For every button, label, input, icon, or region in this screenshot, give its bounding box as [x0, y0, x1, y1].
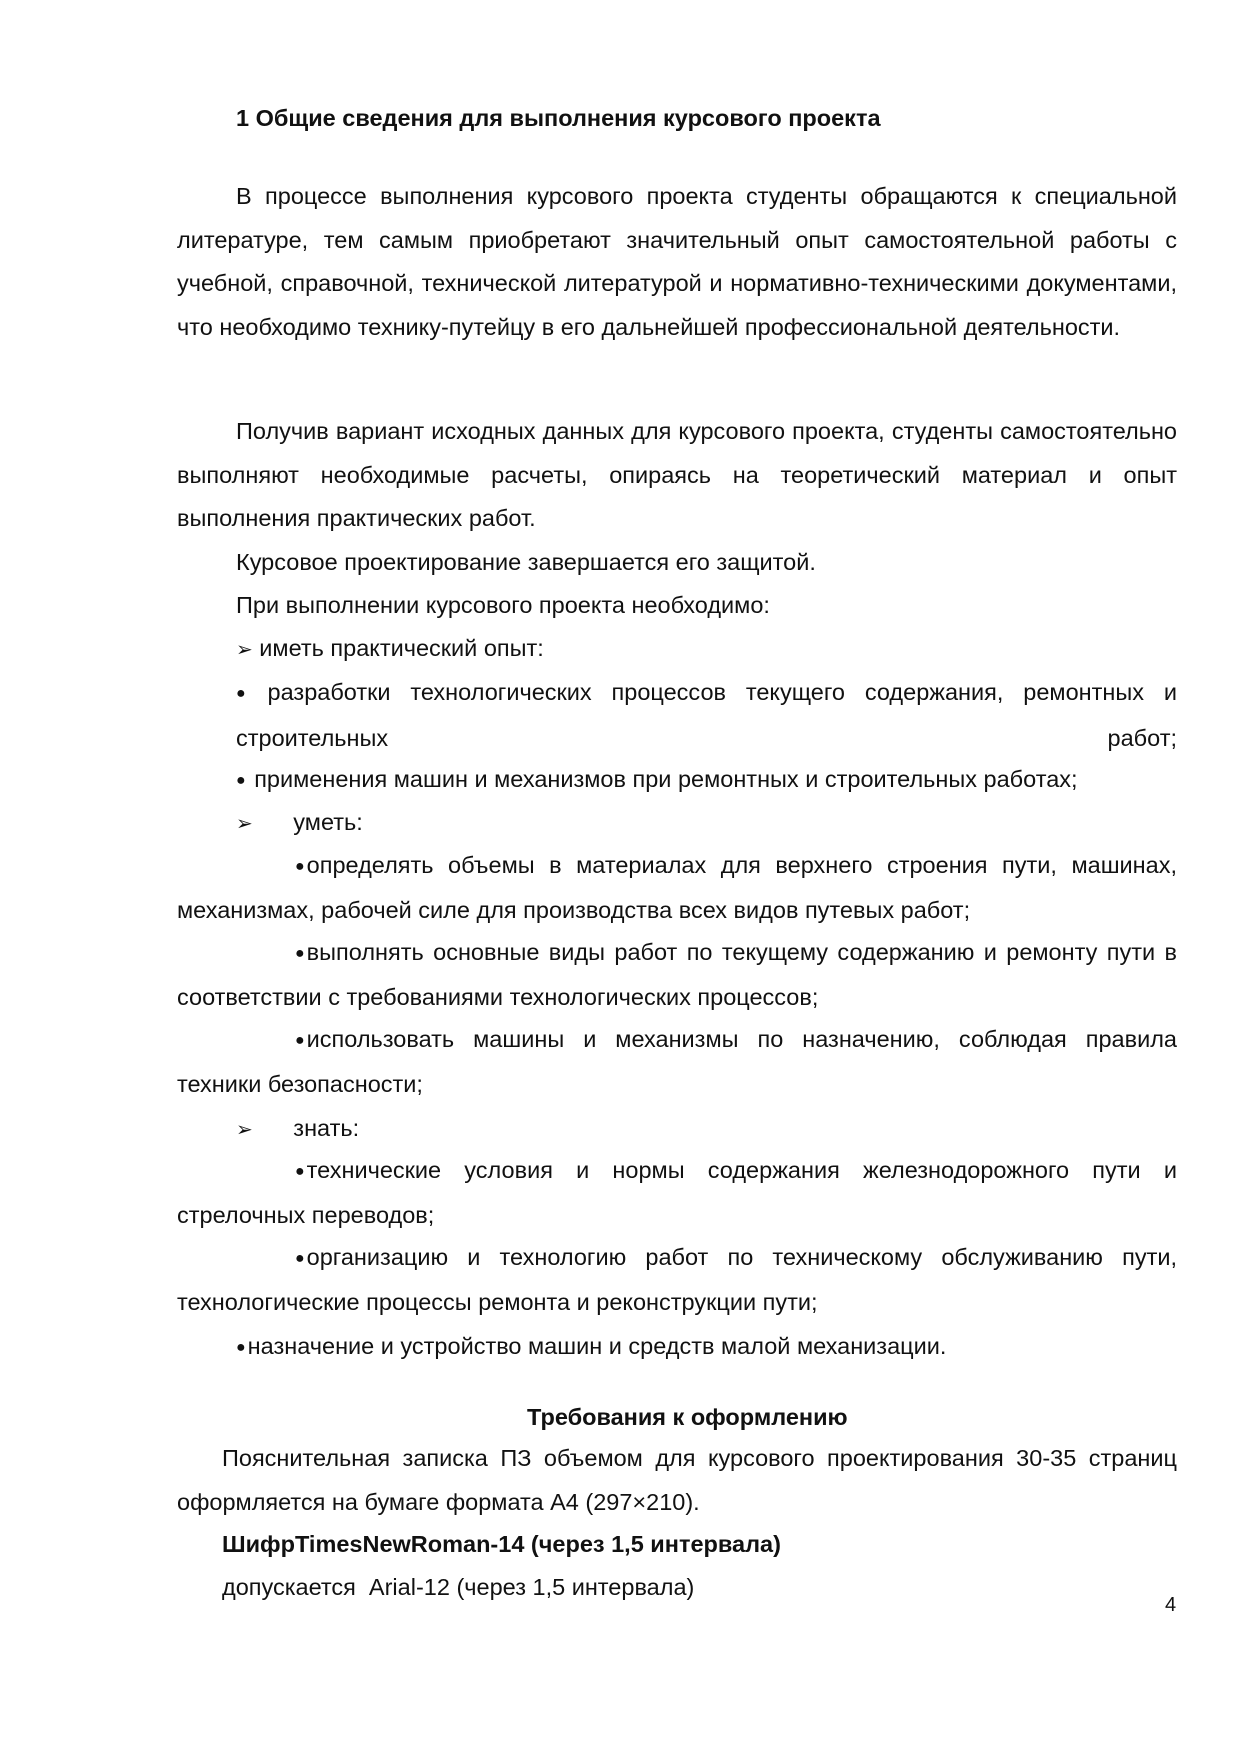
list-heading-knowledge	[236, 1113, 359, 1145]
list-heading-experience	[236, 633, 544, 665]
bullet-icon: ●	[236, 1339, 246, 1356]
bullet-icon: ●	[295, 1163, 305, 1180]
bullet-icon: ●	[295, 1250, 305, 1267]
paragraph-defense: Курсовое проектирование завершается его защитой.	[236, 549, 816, 575]
bullet-icon: ●	[236, 685, 246, 702]
list-heading-skills	[236, 807, 363, 839]
list-item-experience-1	[236, 670, 1177, 760]
list-item-text: организацию и технологию работ по техническому обслуживанию пути, технологические процессы ремонта и реконструкции пути;	[177, 1244, 1177, 1315]
list-item-knowledge-3	[236, 1331, 946, 1363]
list-item-text: выполнять основные виды работ по текущему содержанию и ремонту пути в соответствии с требованиями технологических процессов;	[177, 939, 1177, 1010]
list-heading-experience-label: иметь практический опыт:	[259, 635, 544, 661]
list-item-text: определять объемы в материалах для верхнего строения пути, машинах, механизмах, рабочей силе для производства всех видов путевых работ;	[177, 852, 1177, 923]
list-heading-skills-label: уметь:	[293, 809, 363, 835]
arrow-bullet-icon: ➢	[236, 1119, 253, 1141]
list-item-knowledge-2	[177, 1236, 1177, 1324]
requirements-paragraph: Пояснительная записка ПЗ объемом для курсового проектирования 30-35 страниц оформляется на бумаге формата А4 (297×210).	[177, 1445, 1177, 1515]
paragraph-requirements-intro: При выполнении курсового проекта необходимо:	[236, 592, 770, 618]
list-item-text: назначение и устройство машин и средств малой механизации.	[247, 1333, 947, 1359]
bullet-icon: ●	[295, 945, 305, 962]
list-item-text: применения машин и механизмов при ремонтных и строительных работах;	[254, 766, 1078, 792]
arrow-bullet-icon: ➢	[236, 813, 253, 835]
list-item-experience-2	[236, 764, 1078, 796]
list-heading-knowledge-label: знать:	[293, 1115, 360, 1141]
paragraph-variant: Получив вариант исходных данных для курсового проекта, студенты самостоятельно выполняют необходимые расчеты, опираясь на теоретический материал и опыт выполнения практических работ.	[177, 418, 1177, 531]
list-item-text: разработки технологических процессов текущего содержания, ремонтных и строительных работ;	[236, 679, 1177, 751]
list-item-skills-2	[177, 931, 1177, 1019]
font-requirement-main: ШифрTimesNewRoman-14 (через 1,5 интервала)	[222, 1531, 781, 1557]
page-number: 4	[1165, 1594, 1177, 1616]
list-item-knowledge-1	[177, 1149, 1177, 1237]
bullet-icon: ●	[295, 858, 305, 875]
arrow-bullet-icon: ➢	[236, 639, 253, 661]
list-item-text: использовать машины и механизмы по назначению, соблюдая правила техники безопасности;	[177, 1026, 1177, 1097]
requirements-title: Требования к оформлению	[527, 1404, 848, 1430]
bullet-icon: ●	[236, 772, 246, 789]
font-requirement-alt: допускается Arial-12 (через 1,5 интервала)	[222, 1574, 695, 1600]
list-item-skills-1	[177, 844, 1177, 932]
list-item-skills-3	[177, 1018, 1177, 1106]
list-item-text: технические условия и нормы содержания железнодорожного пути и стрелочных переводов;	[177, 1157, 1177, 1228]
section-title: 1 Общие сведения для выполнения курсового проекта	[236, 105, 881, 131]
paragraph-intro: В процессе выполнения курсового проекта студенты обращаются к специальной литературе, тем самым приобретают значительный опыт самостоятельной работы с учебной, справочной, технической литературой и нормативно-техническими документами, что необходимо технику-путейцу в его дальнейшей профессиональной деятельности.	[177, 183, 1177, 340]
bullet-icon: ●	[295, 1032, 305, 1049]
